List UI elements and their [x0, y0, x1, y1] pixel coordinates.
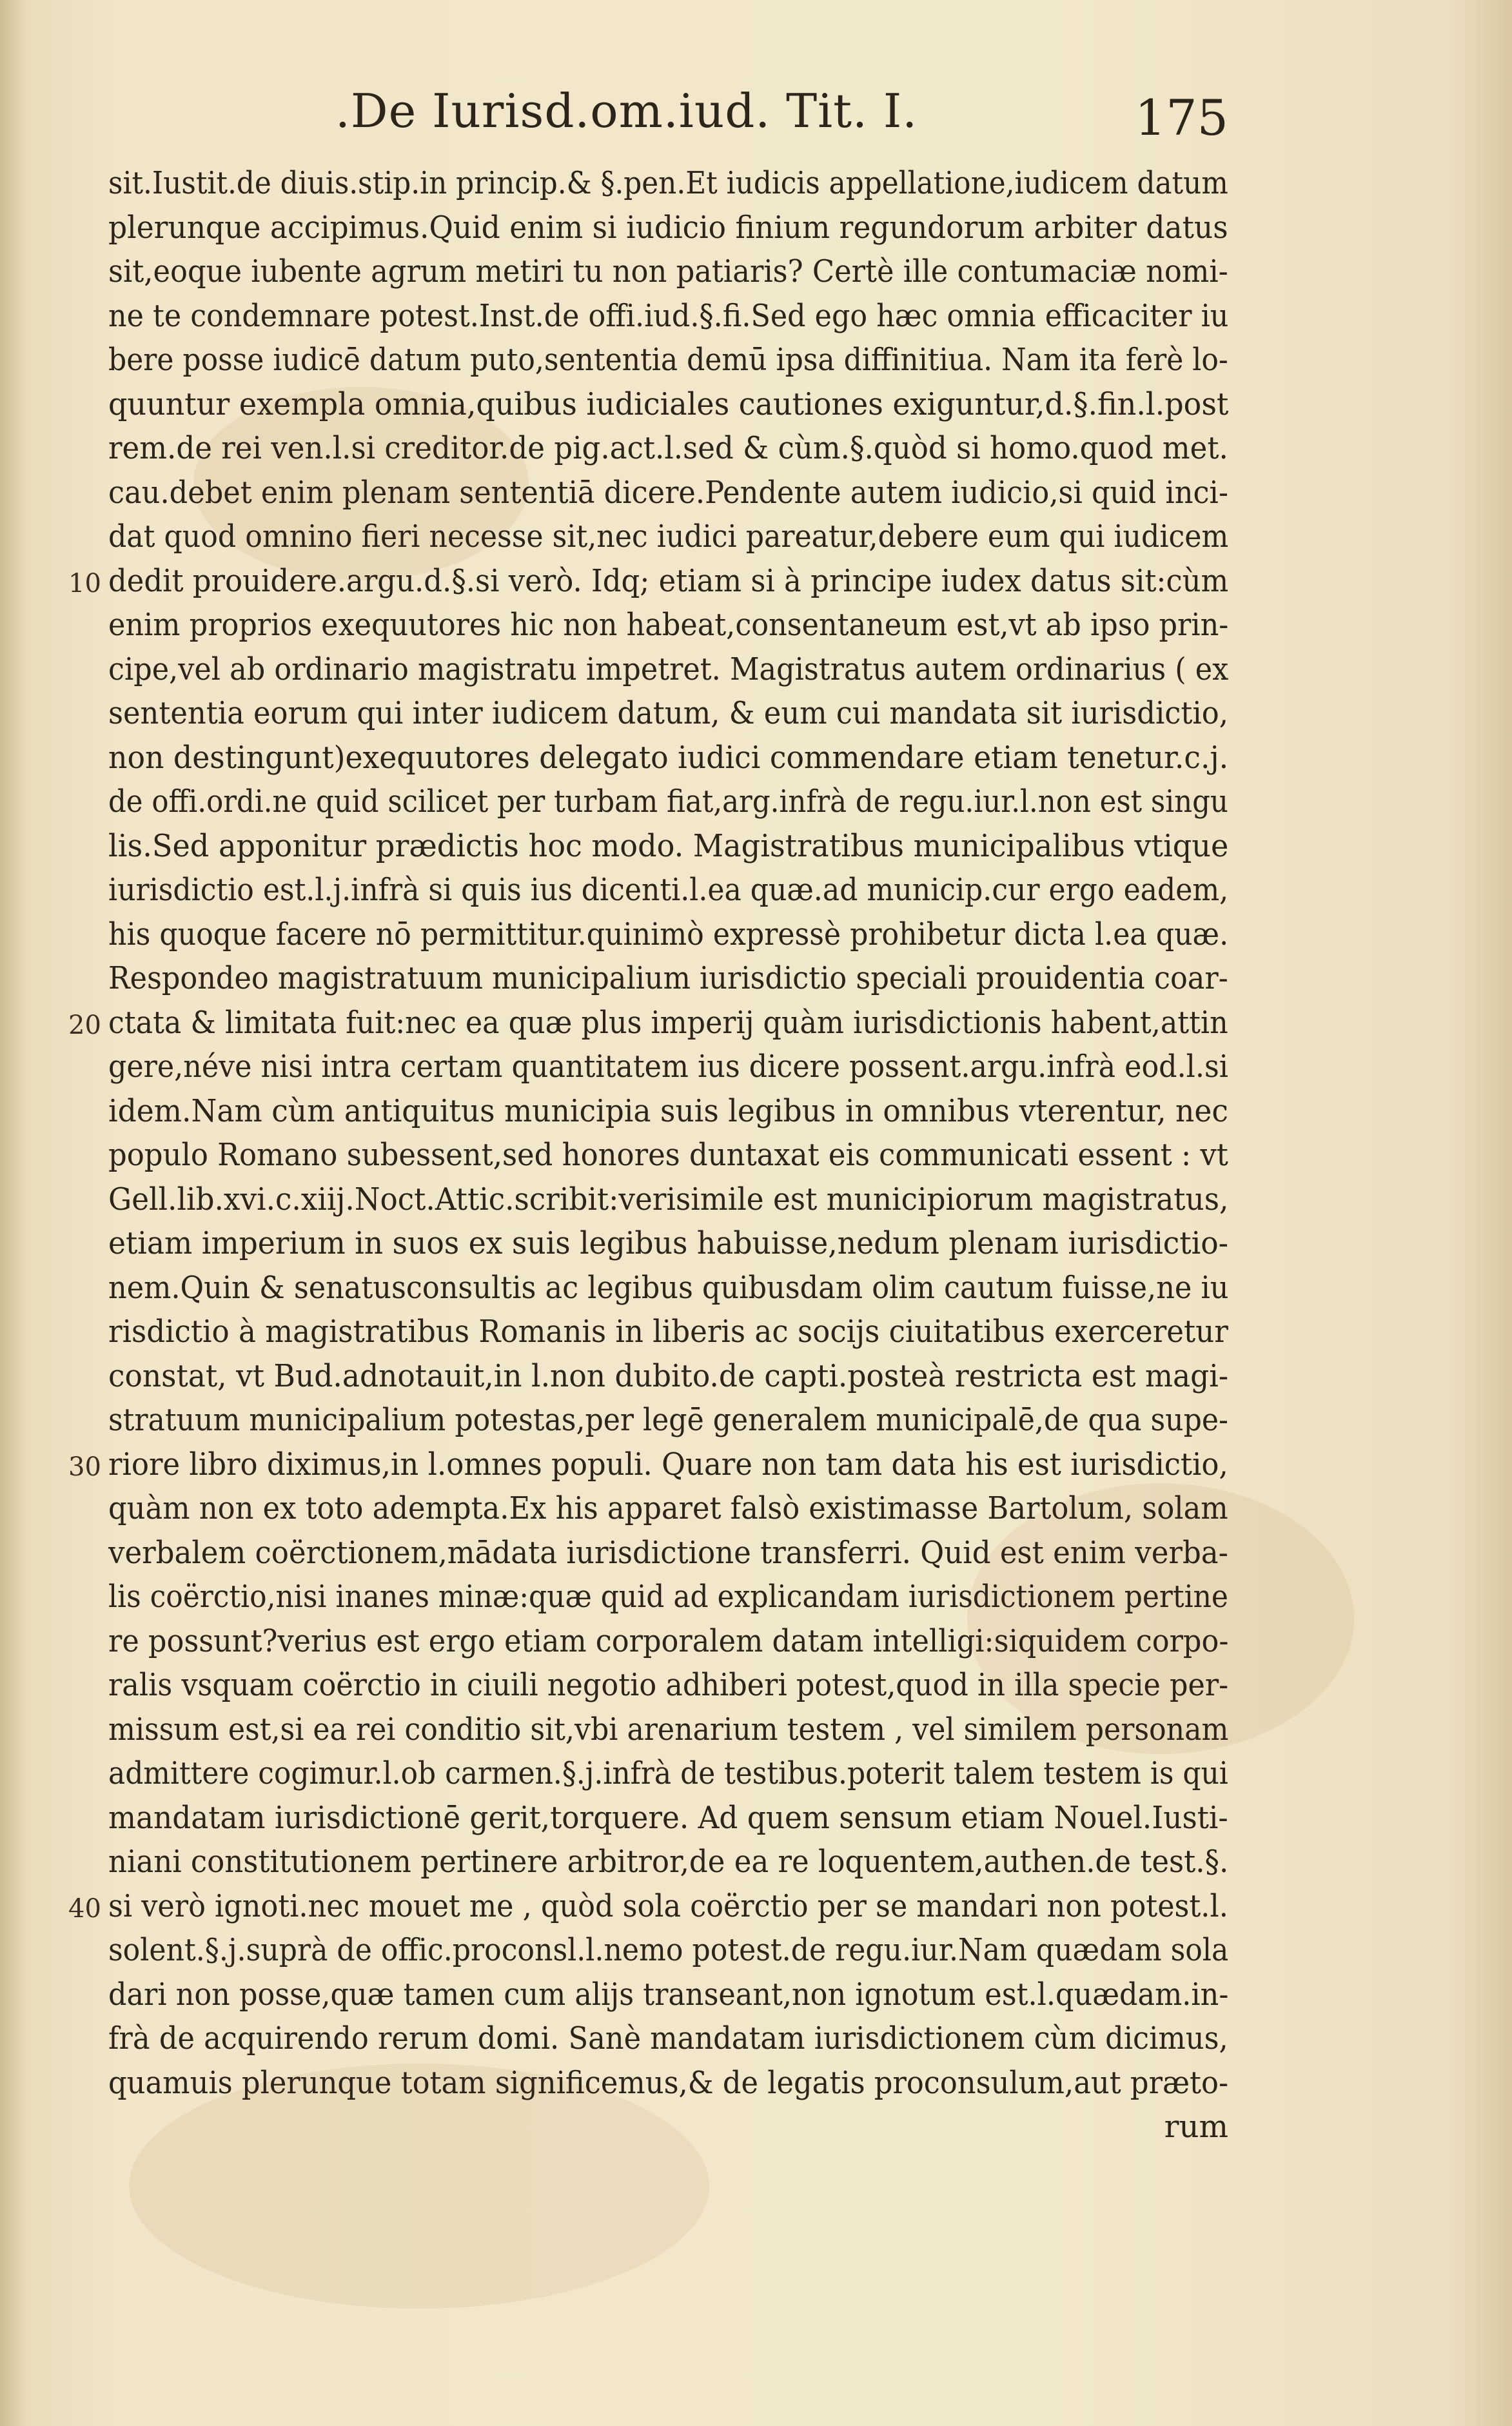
line-text: plerunque accipimus.Quid enim si iudicio finium regundorum arbiter datus — [108, 209, 1228, 246]
line-text: si verò ignoti.nec mouet me , quòd sola coërctio per se mandari non potest.l. — [108, 1888, 1228, 1924]
line-text: missum est,si ea rei conditio sit,vbi arenarium testem , vel similem personam — [108, 1711, 1229, 1748]
catchword: rum — [1164, 2109, 1228, 2145]
line-text: quamuis plerunque totam significemus,& de legatis proconsulum,aut præto- — [108, 2064, 1229, 2101]
text-line — [108, 1133, 1228, 1178]
text-line — [108, 1531, 1228, 1575]
line-text: ne te condemnare potest.Inst.de offi.iud.§.fi.Sed ego hæc omnia efficaciter iu — [108, 297, 1229, 334]
text-line — [108, 2061, 1228, 2105]
line-text: sit.Iustit.de diuis.stip.in princip.& §.pen.Et iudicis appellatione,iudicem datum — [108, 165, 1228, 201]
line-text: quuntur exempla omnia,quibus iudiciales cautiones exiguntur,d.§.fin.l.post — [108, 386, 1229, 422]
text-line — [108, 1973, 1228, 2017]
line-number: 10 — [68, 568, 101, 598]
line-number: 30 — [68, 1452, 101, 1482]
line-text: rem.de rei ven.l.si creditor.de pig.act.l.sed & cùm.§.quòd si homo.quod met. — [108, 430, 1228, 466]
text-line — [108, 824, 1228, 869]
line-text: dari non posse,quæ tamen cum alijs transeant,non ignotum est.l.quædam.in- — [108, 1976, 1229, 2013]
line-text: Gell.lib.xvi.c.xiij.Noct.Attic.scribit:verisimile est municipiorum magistratus, — [108, 1181, 1229, 1218]
running-header — [335, 84, 1228, 161]
line-text: cipe,vel ab ordinario magistratu impetret. Magistratus autem ordinarius ( ex — [108, 651, 1229, 687]
text-line — [108, 868, 1228, 912]
line-text: enim proprios exequutores hic non habeat,consentaneum est,vt ab ipso prin- — [108, 607, 1229, 643]
text-line — [108, 2017, 1228, 2061]
line-text: etiam imperium in suos ex suis legibus habuisse,nedum plenam iurisdictio- — [108, 1225, 1229, 1261]
line-text: ralis vsquam coërctio in ciuili negotio adhiberi potest,quod in illa specie per- — [108, 1667, 1229, 1703]
line-text: stratuum municipalium potestas,per legē generalem municipalē,de qua supe- — [108, 1402, 1228, 1438]
line-text: sententia eorum qui inter iudicem datum, & eum cui mandata sit iurisdictio, — [108, 695, 1228, 731]
line-text: idem.Nam cùm antiquitus municipia suis legibus in omnibus vterentur, nec — [108, 1092, 1228, 1129]
text-line — [108, 250, 1228, 294]
text-line — [108, 1663, 1228, 1708]
line-text: constat, vt Bud.adnotauit,in l.non dubito.de capti.posteà restricta est magi- — [108, 1357, 1229, 1394]
text-line — [108, 1619, 1228, 1664]
line-text: dedit prouidere.argu.d.§.si verò. Idq; etiam si à principe iudex datus sit:cùm — [108, 562, 1229, 599]
text-line — [108, 338, 1228, 382]
text-line — [108, 1486, 1228, 1531]
text-line — [108, 1796, 1228, 1840]
text-line — [108, 206, 1228, 250]
catchword-line — [108, 2105, 1228, 2149]
text-line — [108, 1708, 1228, 1752]
line-text: mandatam iurisdictionē gerit,torquere. Ad quem sensum etiam Nouel.Iusti- — [108, 1799, 1228, 1836]
line-text: sit,eoque iubente agrum metiri tu non patiaris? Certè ille contumaciæ nomi- — [108, 253, 1228, 290]
text-line — [108, 426, 1228, 471]
text-line — [108, 515, 1228, 559]
text-line — [108, 647, 1228, 692]
text-line — [108, 1928, 1228, 1973]
text-line — [108, 1221, 1228, 1266]
text-line — [108, 1266, 1228, 1310]
line-text: Respondeo magistratuum municipalium iurisdictio speciali prouidentia coar- — [108, 960, 1228, 996]
text-line — [108, 1840, 1228, 1884]
line-text: verbalem coërctionem,mādata iurisdictione transferri. Quid est enim verba- — [108, 1534, 1228, 1571]
line-text: bere posse iudicē datum puto,sententia demū ipsa diffinitiua. Nam ita ferè lo- — [108, 342, 1228, 378]
line-text: frà de acquirendo rerum domi. Sanè mandatam iurisdictionem cùm dicimus, — [108, 2020, 1228, 2056]
line-text: risdictio à magistratibus Romanis in liberis ac socijs ciuitatibus exerceretur — [108, 1314, 1228, 1350]
running-title: .De Iurisd.om.iud. Tit. I. — [335, 84, 918, 138]
line-text: gere,néve nisi intra certam quantitatem ius dicere possent.argu.infrà eod.l.si — [108, 1049, 1228, 1085]
text-line — [68, 1443, 1228, 1487]
line-text: populo Romano subessent,sed honores duntaxat eis communicati essent : vt — [108, 1137, 1228, 1173]
text-line — [108, 912, 1228, 957]
line-text: niani constitutionem pertinere arbitror,de ea re loquentem,authen.de test.§. — [108, 1844, 1229, 1880]
text-line — [68, 559, 1229, 604]
text-line — [108, 161, 1228, 206]
text-line — [108, 382, 1228, 427]
line-text: lis coërctio,nisi inanes minæ:quæ quid ad explicandam iurisdictionem pertine — [108, 1579, 1228, 1615]
text-line — [108, 1089, 1228, 1134]
line-number: 20 — [68, 1010, 101, 1040]
text-line — [108, 1310, 1228, 1354]
page-number: 175 — [1134, 89, 1228, 146]
text-line — [108, 956, 1228, 1001]
line-text: de offi.ordi.ne quid scilicet per turbam fiat,arg.infrà de regu.iur.l.non est singu — [108, 784, 1228, 820]
text-line — [108, 603, 1228, 647]
line-text: riore libro diximus,in l.omnes populi. Quare non tam data his est iurisdictio, — [108, 1446, 1228, 1483]
line-text: iurisdictio est.l.j.infrà si quis ius dicenti.l.ea quæ.ad municip.cur ergo eadem, — [108, 872, 1229, 908]
line-text: solent.§.j.suprà de offic.proconsl.l.nemo potest.de regu.iur.Nam quædam sola — [108, 1932, 1229, 1968]
line-text: admittere cogimur.l.ob carmen.§.j.infrà de testibus.poterit talem testem is qui — [108, 1755, 1228, 1791]
line-number: 40 — [68, 1893, 101, 1924]
line-text: his quoque facere nō permittitur.quinimò expressè prohibetur dicta l.ea quæ. — [108, 916, 1229, 952]
line-text: non destingunt)exequutores delegato iudici commendare etiam tenetur.c.j. — [108, 739, 1229, 776]
text-line — [108, 1045, 1228, 1089]
line-text: nem.Quin & senatusconsultis ac legibus quibusdam olim cautum fuisse,ne iu — [108, 1269, 1229, 1306]
text-line — [108, 1751, 1228, 1796]
line-text: dat quod omnino fieri necesse sit,nec iudici pareatur,debere eum qui iudicem — [108, 518, 1229, 555]
text-line — [108, 780, 1228, 824]
text-line — [108, 1398, 1228, 1443]
text-line — [108, 1178, 1228, 1222]
text-line — [68, 1884, 1228, 1929]
text-line — [68, 1001, 1228, 1045]
text-line — [108, 471, 1228, 515]
line-text: lis.Sed apponitur prædictis hoc modo. Magistratibus municipalibus vtique — [108, 827, 1229, 864]
text-line — [108, 736, 1228, 780]
text-line — [108, 691, 1228, 736]
text-line — [108, 294, 1228, 339]
text-line — [108, 1354, 1228, 1399]
line-text: quàm non ex toto adempta.Ex his apparet falsò existimasse Bartolum, solam — [108, 1490, 1228, 1526]
text-body — [68, 161, 1229, 2149]
text-line — [108, 1575, 1228, 1619]
line-text: cau.debet enim plenam sententiā dicere.Pendente autem iudicio,si quid inci- — [108, 474, 1228, 511]
line-text: ctata & limitata fuit:nec ea quæ plus imperij quàm iurisdictionis habent,attin — [108, 1004, 1228, 1041]
line-text: re possunt?verius est ergo etiam corporalem datam intelligi:siquidem corpo- — [108, 1622, 1229, 1659]
